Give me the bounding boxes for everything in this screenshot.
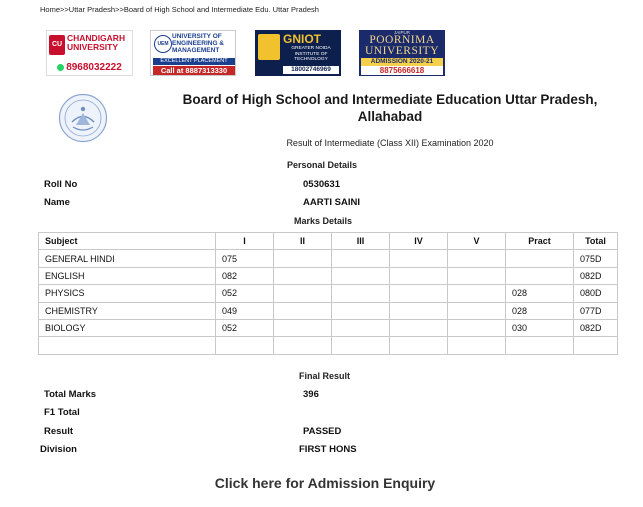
subject-cell: CHEMISTRY (39, 302, 216, 319)
marks-cell (448, 302, 506, 319)
ad-uem[interactable] (150, 30, 236, 76)
ad-location: JAIPUR (393, 30, 410, 35)
marks-cell (390, 302, 448, 319)
marks-cell (332, 285, 390, 302)
total-cell: 082D (574, 267, 618, 284)
table-row-empty (39, 337, 618, 354)
ad-phone: 18002746969 (283, 66, 339, 74)
column-header-i: I (216, 233, 274, 250)
ad-name (172, 33, 224, 54)
marks-cell (274, 285, 332, 302)
marks-cell (274, 302, 332, 319)
subject-cell: GENERAL HINDI (39, 250, 216, 267)
total-cell: 082D (574, 319, 618, 336)
admission-enquiry-link[interactable]: Click here for Admission Enquiry (214, 475, 436, 491)
total-marks-value: 396 (303, 389, 319, 400)
ad-sub-line: TECHNOLOGY (294, 57, 328, 62)
breadcrumb (40, 5, 319, 14)
ad-name-line: CHANDIGARH (67, 33, 126, 43)
subject-cell: BIOLOGY (39, 319, 216, 336)
table-row (39, 250, 618, 267)
marks-cell (332, 319, 390, 336)
ad-sub-line: GREATER NOIDA (291, 46, 331, 51)
empty-cell (216, 337, 274, 354)
marks-cell (274, 250, 332, 267)
marks-cell (274, 319, 332, 336)
column-header-ii: II (274, 233, 332, 250)
uem-logo-icon: UEM (154, 35, 172, 53)
marks-cell: 052 (216, 285, 274, 302)
name-label: Name (44, 197, 70, 208)
ad-name-line: ENGINEERING & (172, 40, 225, 47)
marks-table-header (39, 233, 618, 250)
ad-poornima-university[interactable] (359, 30, 445, 76)
pract-cell: 028 (506, 302, 574, 319)
ad-sub-line: INSTITUTE OF (294, 51, 328, 57)
breadcrumb-uttar-pradesh[interactable]: Uttar Pradesh (68, 5, 116, 14)
empty-cell (506, 337, 574, 354)
marks-cell (390, 285, 448, 302)
column-header-total: Total (574, 233, 618, 250)
gniot-logo-icon (258, 34, 280, 60)
ad-phone: Call at 8887313330 (153, 66, 235, 75)
total-marks-label: Total Marks (44, 389, 97, 400)
ad-name-line: UNIVERSITY (67, 42, 119, 52)
empty-cell (448, 337, 506, 354)
column-header-iv: IV (390, 233, 448, 250)
result-label: Result (44, 426, 74, 437)
marks-cell (448, 319, 506, 336)
total-cell: 075D (574, 250, 618, 267)
board-title-line: Allahabad (357, 109, 423, 124)
marks-cell (390, 250, 448, 267)
marks-cell (332, 302, 390, 319)
marks-cell: 075 (216, 250, 274, 267)
empty-cell (39, 337, 216, 354)
pract-cell (506, 250, 574, 267)
ad-phone-number: 8968032222 (66, 62, 122, 73)
up-government-emblem-icon (58, 93, 108, 143)
marks-cell (448, 285, 506, 302)
name-value: AARTI SAINI (303, 197, 360, 208)
table-row (39, 319, 618, 336)
marks-cell (390, 267, 448, 284)
ad-subtitle (283, 46, 339, 63)
marks-cell (274, 267, 332, 284)
f1-total-label: F1 Total (44, 407, 80, 418)
ad-admission: ADMISSION 2020-21 (361, 58, 443, 66)
marks-cell (390, 319, 448, 336)
ad-name (359, 35, 445, 57)
ad-phone (47, 62, 132, 73)
chandigarh-university-logo-icon: CU (49, 35, 65, 55)
column-header-subject: Subject (39, 233, 216, 250)
column-header-iii: III (332, 233, 390, 250)
marks-cell (448, 250, 506, 267)
ad-gniot[interactable] (255, 30, 341, 76)
breadcrumb-home[interactable]: Home (40, 5, 61, 14)
empty-cell (332, 337, 390, 354)
ad-name-line: UNIVERSITY OF (172, 33, 222, 40)
column-header-pract: Pract (506, 233, 574, 250)
ad-chandigarh-university[interactable] (46, 30, 133, 76)
marks-cell (448, 267, 506, 284)
breadcrumb-separator: >> (60, 5, 69, 14)
subject-cell: PHYSICS (39, 285, 216, 302)
empty-cell (274, 337, 332, 354)
roll-no-label: Roll No (44, 179, 78, 190)
board-title-line: Board of High School and Intermediate Education Uttar Pradesh, (182, 92, 598, 107)
marks-table (38, 232, 618, 355)
ad-name: GNIOT (283, 32, 321, 46)
personal-details-heading: Personal Details (287, 160, 358, 170)
pract-cell: 028 (506, 285, 574, 302)
result-title: Result of Intermediate (Class XII) Examination 2020 (286, 138, 494, 148)
marks-cell: 082 (216, 267, 274, 284)
marks-cell: 052 (216, 319, 274, 336)
subject-cell: ENGLISH (39, 267, 216, 284)
column-header-v: V (448, 233, 506, 250)
table-row (39, 302, 618, 319)
marks-details-heading: Marks Details (294, 216, 353, 226)
division-label: Division (40, 444, 77, 455)
division-value: FIRST HONS (299, 444, 357, 455)
whatsapp-icon (57, 64, 64, 71)
table-row (39, 267, 618, 284)
ad-name-line: POORNIMA (369, 34, 435, 46)
board-title (160, 91, 620, 125)
table-row (39, 285, 618, 302)
total-cell: 077D (574, 302, 618, 319)
total-cell: 080D (574, 285, 618, 302)
ad-phone: 8875666618 (361, 66, 443, 75)
ad-name-line: MANAGEMENT (172, 47, 220, 54)
marks-cell (332, 267, 390, 284)
marks-cell (332, 250, 390, 267)
ad-tagline: EXCELLENT PLACEMENT (153, 58, 235, 65)
ad-name-line: UNIVERSITY (365, 45, 439, 57)
result-value: PASSED (303, 426, 342, 437)
pract-cell: 030 (506, 319, 574, 336)
roll-no-value: 0530631 (303, 179, 340, 190)
pract-cell (506, 267, 574, 284)
empty-cell (390, 337, 448, 354)
breadcrumb-separator: >> (115, 5, 124, 14)
empty-cell (574, 337, 618, 354)
final-result-heading: Final Result (299, 371, 351, 381)
marks-cell: 049 (216, 302, 274, 319)
ad-name (67, 34, 125, 52)
breadcrumb-board[interactable]: Board of High School and Intermediate Edu. Uttar Pradesh (123, 5, 319, 14)
